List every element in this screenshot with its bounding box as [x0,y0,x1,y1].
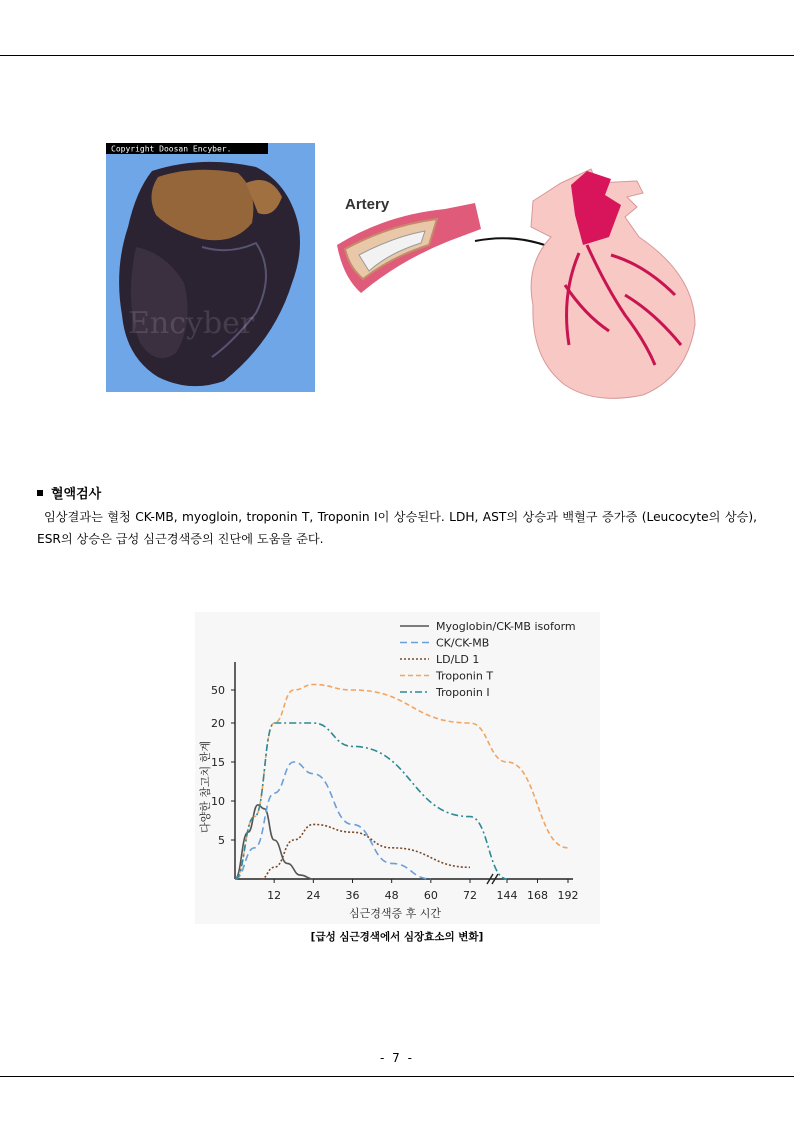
y-tick-label: 50 [211,684,225,697]
chart-xlabel: 심근경색증 후 시간 [348,907,442,920]
chart-ylabel: 다양한 참고치 한계 [199,740,212,834]
header-rule [0,55,794,56]
x-tick-label: 144 [496,889,518,902]
legend-entry: CK/CK-MB [436,636,490,650]
section-heading-text: 혈액검사 [51,487,102,502]
x-tick-label: 168 [527,889,548,902]
y-tick-label: 10 [211,795,225,808]
footer-rule [0,1076,794,1077]
page-number: - 7 - [380,1051,414,1065]
figure-caption: [급성 심근경색에서 심장효소의 변화] [310,931,484,943]
legend-entry: Troponin T [436,669,494,683]
heart-photo [106,143,315,392]
x-tick-label: 192 [557,889,579,902]
x-tick-label: 60 [423,889,438,902]
section-heading [37,483,101,502]
square-bullet-icon [37,490,43,496]
legend-entry: LD/LD 1 [436,653,480,666]
y-tick-label: 15 [211,756,225,769]
legend-entry: Troponin I [436,686,490,699]
enzyme-chart [195,612,600,924]
x-tick-label: 12 [267,889,282,902]
x-tick-label: 72 [463,889,477,902]
x-tick-label: 48 [384,889,399,902]
y-tick-label: 20 [211,717,225,730]
legend-entry: Myoglobin/CK-MB isoform [436,620,576,633]
artery-heart-illustration [325,145,715,405]
y-tick-label: 5 [218,834,225,847]
artery-label: Artery [345,196,390,213]
section-paragraph: 임상결과는 혈청 CK-MB, myogloin, troponin T, Troponin I이 상승된다. LDH, AST의 상승과 백혈구 증가증 (Leucocyte의 상승), ESR의 상승은 급성 심근경색증의 진단에 도움을 준다. [37,510,757,546]
x-tick-label: 36 [345,889,360,902]
photo-faint-text: Encyber [128,306,255,341]
x-tick-label: 24 [306,889,321,902]
photo-watermark: Copyright Doosan Encyber. [111,144,232,154]
